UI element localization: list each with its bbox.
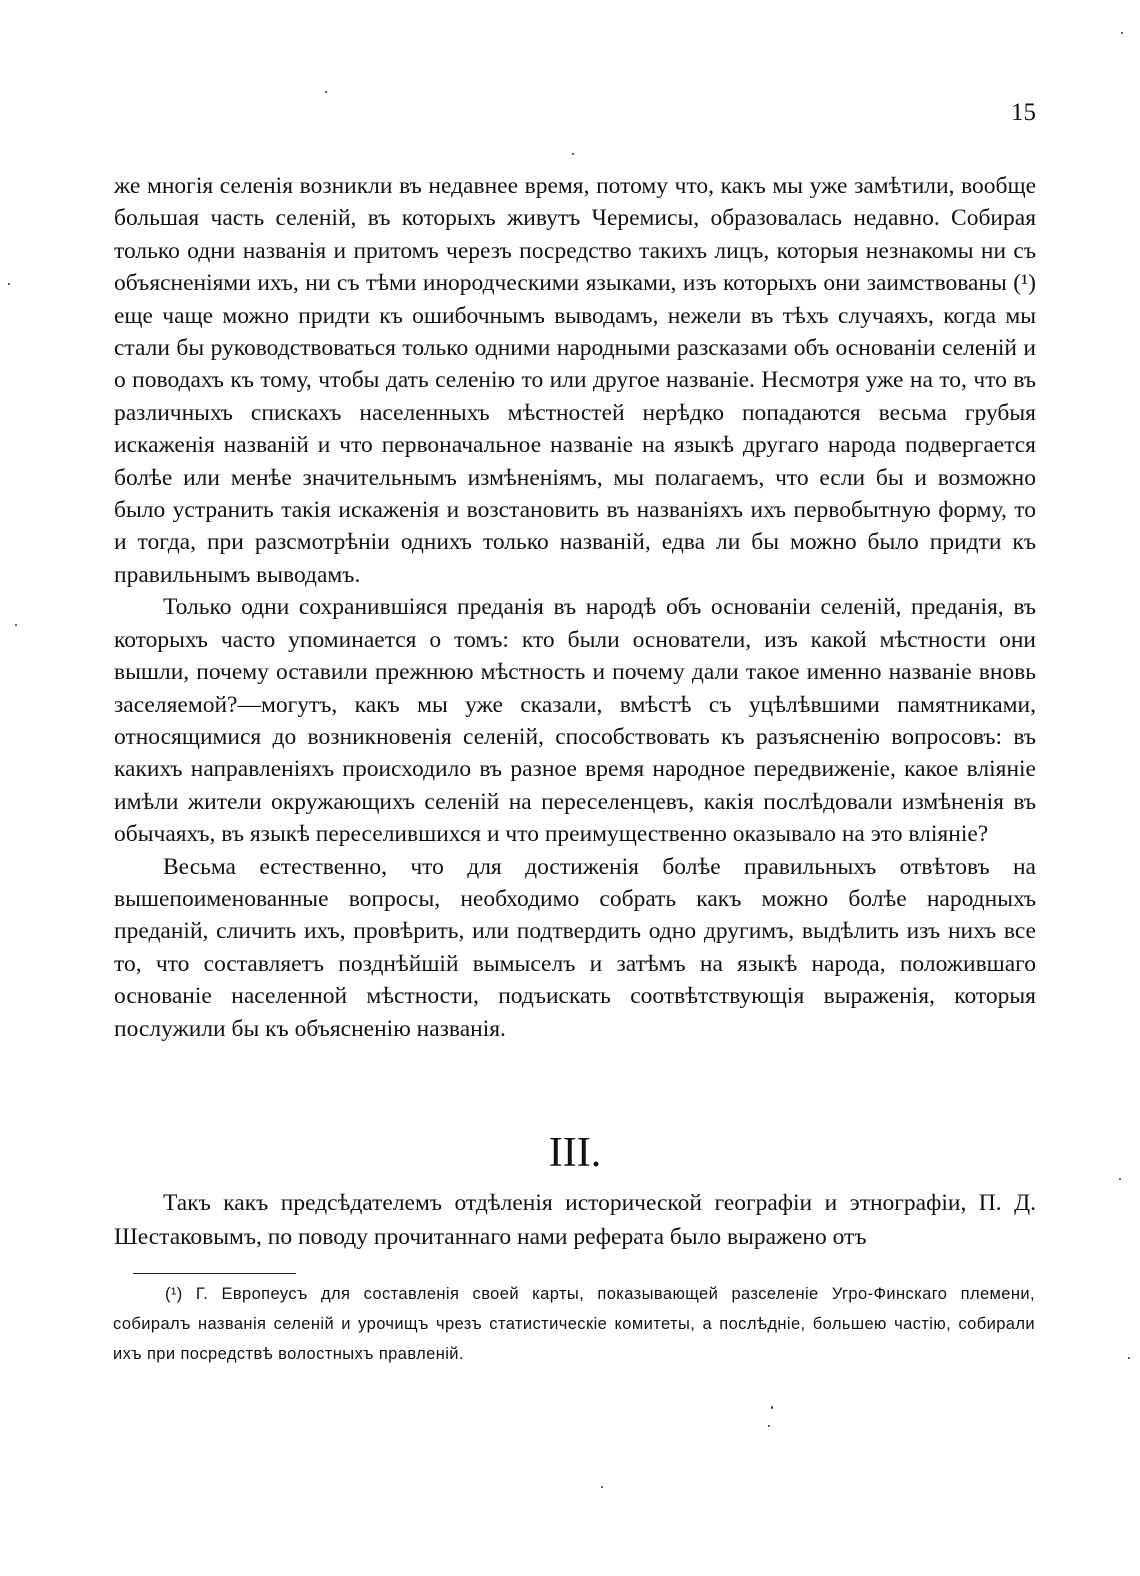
scan-speck [1119,1178,1121,1180]
scan-speck [768,1425,770,1427]
footnote-divider [133,1273,296,1274]
paragraph-3: Весьма естественно, что для достиженія болѣе правильныхъ отвѣтовъ на вышепоименованные вопросы, необходимо собрать какъ можно болѣе народныхъ преданій, сличить ихъ, провѣрить, или подтвердить одно другимъ, выдѣлить изъ нихъ все то, что составляетъ позднѣйшій вымыселъ и затѣмъ на языкѣ народа, положившаго основаніе населенной мѣстности, подъискать соотвѣтствующія выраженія, которыя послужили бы къ объясненію названія. [114,853,1036,1042]
scan-speck [601,1486,603,1488]
scan-speck [771,1406,773,1409]
scan-speck [325,91,327,93]
scan-speck [1128,1357,1130,1359]
body-text [114,170,1036,1045]
page-number: 15 [1011,99,1036,126]
scan-speck [572,153,574,155]
paragraph-2: Только одни сохранившіяся преданія въ народѣ объ основаніи селеній, преданія, въ которыхъ часто упоминается о томъ: кто были основатели, изъ какой мѣстности они вышли, почему оставили прежнюю мѣстность и почему дали такое именно названіе вновь заселяемой?—могутъ, какъ мы уже сказали, вмѣстѣ съ уцѣлѣвшими памятниками, относящимися до возникновенія селеній, способствовать къ разъясненію вопросовъ: въ какихъ направленіяхъ происходило въ разное время народное передвиженіе, какое вліяніе имѣли жители окружающихъ селеній на переселенцевъ, какія послѣдовали измѣненія въ обычаяхъ, въ языкѣ переселившихся и что преимущественно оказывало на это вліяніе? [114,594,1036,848]
section-paragraph: Такъ какъ предсѣдателемъ отдѣленія исторической географіи и этнографіи, П. Д. Шестаковымъ, по поводу прочитаннаго нами реферата было выражено отъ [114,1190,1036,1250]
scan-speck [8,283,10,285]
scan-speck [1121,32,1123,34]
footnote: (¹) Г. Европеусъ для составленія своей карты, показывающей разселеніе Угро-Финскаго племени, собиралъ названія селеній и урочищъ чрезъ статистическіе комитеты, а послѣдніе, большею частію, собирали ихъ при посредствѣ волостныхъ правленій. [113,1285,1035,1363]
section-heading: III. [548,1130,602,1176]
paragraph-1: же многія селенія возникли въ недавнее время, потому что, какъ мы уже замѣтили, вообще большая часть селеній, въ которыхъ живутъ Черемисы, образовалась недавно. Собирая только одни названія и притомъ черезъ посредство такихъ лицъ, которыя незнакомы ни съ объясненіями ихъ, ни съ тѣми инородческими языками, изъ которыхъ они заимствованы (¹) еще чаще можно придти къ ошибочнымъ выводамъ, нежели въ тѣхъ случаяхъ, когда мы стали бы руководствоваться только одними народными разсказами объ основаніи селеній и о поводахъ къ тому, чтобы дать селенію то или другое названіе. Несмотря уже на то, что въ различныхъ спискахъ населенныхъ мѣстностей нерѣдко попадаются весьма грубыя искаженія названій и что первоначальное названіе на языкѣ другаго народа подвергается болѣе или менѣе значительнымъ измѣненіямъ, мы полагаемъ, что если бы и возможно было устранить такія искаженія и возстановить въ названіяхъ ихъ первобытную форму, то и тогда, при разсмотрѣніи однихъ только названій, едва ли бы можно было придти къ правильнымъ выводамъ. [114,173,1036,588]
scan-speck [15,624,17,626]
